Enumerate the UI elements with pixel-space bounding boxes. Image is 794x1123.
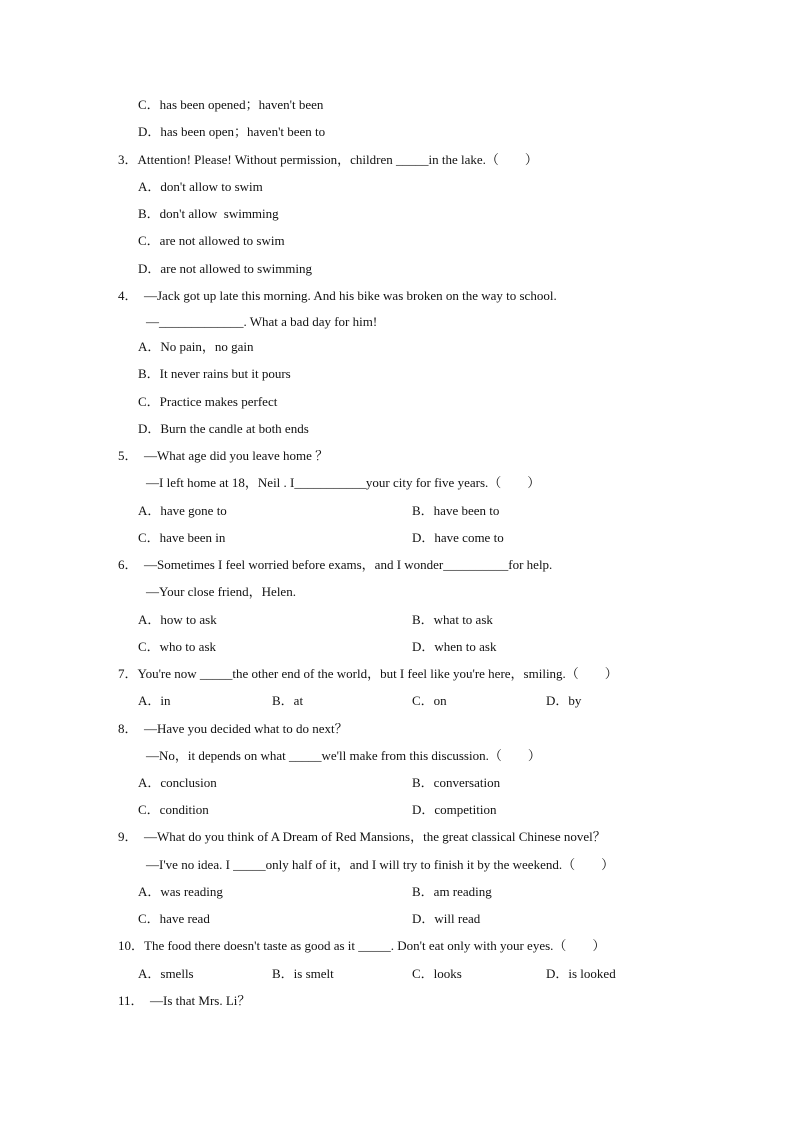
question-10: 10．The food there doesn't taste as good as it _____. Don't eat only with your eyes.（ ） [118, 938, 606, 953]
q6-option-d: D．when to ask [412, 639, 497, 654]
q4-option-b: B．It never rains but it pours [138, 366, 291, 381]
q7-option-b: B．at [272, 693, 304, 708]
q9-option-c: C．have read [138, 911, 210, 926]
q3-option-a: A．don't allow to swim [138, 179, 263, 194]
q6-option-c: C．who to ask [138, 639, 217, 654]
question-5-response: —I left home at 18，Neil . I___________your city for five years.（ ） [146, 475, 541, 490]
q5-option-d: D．have come to [412, 530, 504, 545]
question-8-response: —No，it depends on what _____we'll make from this discussion.（ ） [146, 748, 541, 763]
q4-option-c: C．Practice makes perfect [138, 394, 278, 409]
q8-option-d: D．competition [412, 802, 497, 817]
q10-option-d: D．is looked [546, 966, 616, 981]
question-9-response: —I've no idea. I _____only half of it，and I will try to finish it by the weekend.（ ） [146, 857, 615, 872]
q9-option-d: D．will read [412, 911, 481, 926]
question-3: 3．Attention! Please! Without permission，children _____in the lake.（ ） [118, 152, 538, 167]
q10-option-a: A．smells [138, 966, 194, 981]
q4-option-a: A．No pain，no gain [138, 339, 254, 354]
q10-option-b: B．is smelt [272, 966, 334, 981]
q5-option-a: A．have gone to [138, 503, 227, 518]
q6-option-a: A．how to ask [138, 612, 217, 627]
q3-option-d: D．are not allowed to swimming [138, 261, 313, 276]
question-11: 11． —Is that Mrs. Li？ [118, 993, 251, 1008]
q4-option-d: D．Burn the candle at both ends [138, 421, 309, 436]
question-9: 9． —What do you think of A Dream of Red Mansions，the great classical Chinese novel？ [118, 829, 606, 844]
q8-option-b: B．conversation [412, 775, 501, 790]
question-6-response: —Your close friend，Helen. [146, 584, 296, 599]
q5-option-c: C．have been in [138, 530, 226, 545]
q7-option-c: C．on [412, 693, 447, 708]
q8-option-a: A．conclusion [138, 775, 217, 790]
q3-option-c: C．are not allowed to swim [138, 233, 285, 248]
q10-option-c: C．looks [412, 966, 462, 981]
q6-option-b: B．what to ask [412, 612, 493, 627]
q3-option-b: B．don't allow swimming [138, 206, 279, 221]
q8-option-c: C．condition [138, 802, 209, 817]
question-8: 8． —Have you decided what to do next？ [118, 721, 348, 736]
option-d-prev: D．has been open；haven't been to [138, 124, 326, 139]
q9-option-b: B．am reading [412, 884, 492, 899]
q9-option-a: A．was reading [138, 884, 223, 899]
q7-option-a: A．in [138, 693, 171, 708]
question-6: 6． —Sometimes I feel worried before exams，and I wonder__________for help. [118, 557, 553, 572]
question-5: 5． —What age did you leave home ？ [118, 448, 329, 463]
option-c-prev: C．has been opened；haven't been [138, 97, 324, 112]
q5-option-b: B．have been to [412, 503, 500, 518]
question-4: 4． —Jack got up late this morning. And his bike was broken on the way to school. [118, 288, 557, 303]
question-4-response: —_____________. What a bad day for him! [146, 314, 378, 329]
question-7: 7．You're now _____the other end of the world，but I feel like you're here，smiling.（ ） [118, 666, 618, 681]
q7-option-d: D．by [546, 693, 582, 708]
